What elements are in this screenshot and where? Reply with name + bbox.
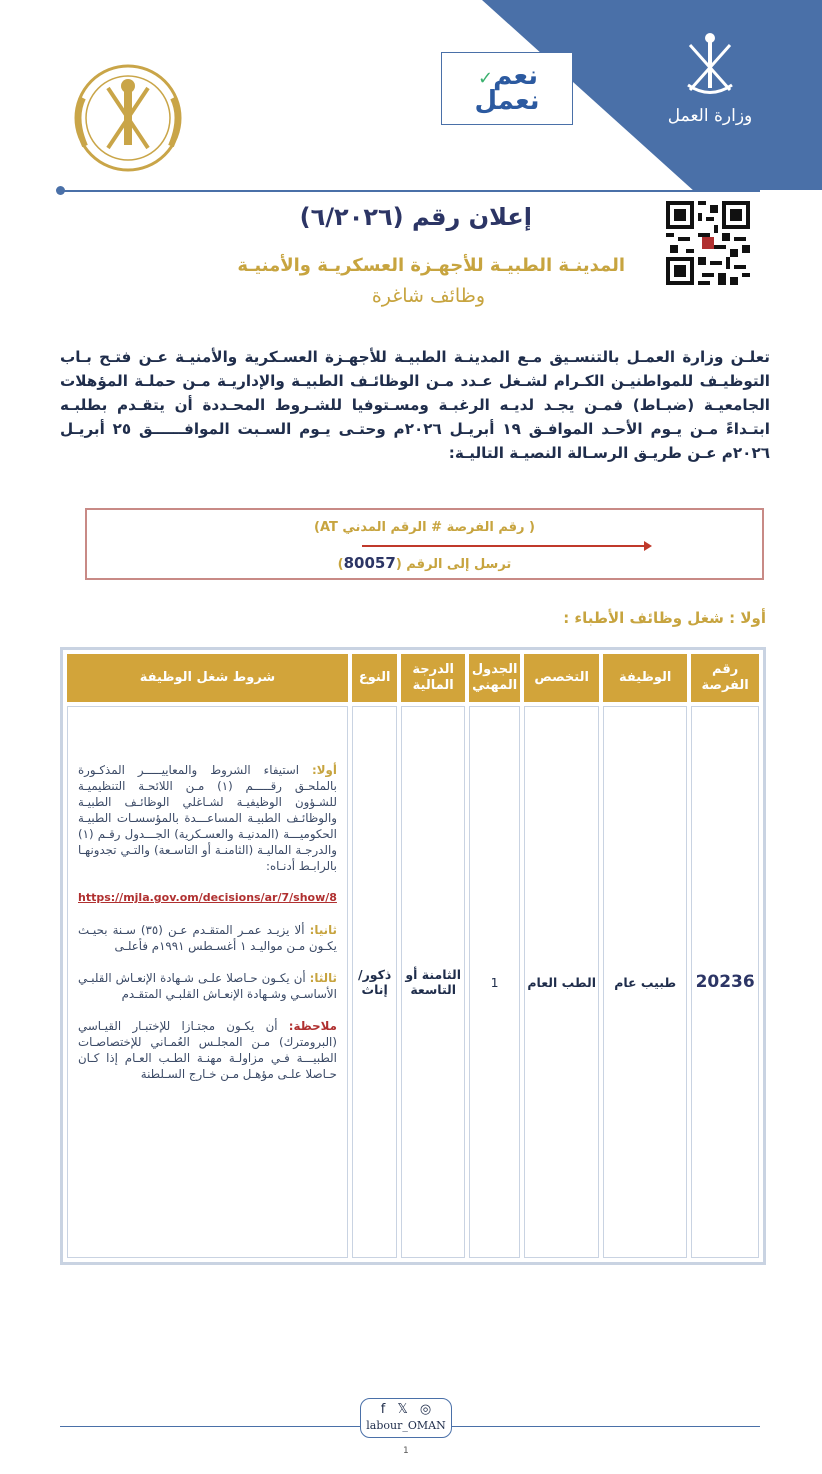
facebook-icon[interactable]: f (380, 1402, 386, 1417)
header-schedule: الجدول المهني (469, 654, 520, 702)
sms-send-to: ترسل إلى الرقم (80057) (337, 554, 512, 572)
instagram-icon[interactable]: ◎ (419, 1402, 432, 1417)
table-header-row (67, 654, 759, 702)
header-divider-dot (56, 186, 65, 195)
arrow-icon (362, 545, 650, 547)
cell-grade: الثامنة أو التاسعة (401, 706, 465, 1258)
regulation-link[interactable]: https://mjla.gov.om/decisions/ar/7/show/8 (78, 891, 337, 904)
condition-1: أولا: استيفاء الشروط والمعاييـــــر المذكـورة بالملحـق رقـــــم (١) مـن اللائحـة التنظيميـة للشـؤون الوظيفيـة لشـاغلي الوظائـف الطبيـة والوظائـف الطبيـة المساعـــدة بالمؤسسـات الطبيـة الحكوميـــة (المدنيـة والعسـكرية) الجـــدول رقـم (١) والدرجـة الماليـة (الثامنـة أو التاسـعة) والتـي تجدونهـا بالرابـط أدنـاه: (78, 763, 337, 873)
sms-instructions-box (85, 508, 764, 580)
logo-line-2: نعمل (474, 85, 540, 116)
cell-conditions (67, 706, 348, 1258)
social-media-box (360, 1398, 452, 1438)
header-specialty: التخصص (524, 654, 599, 702)
intro-paragraph: تعلـن وزارة العمـل بالتنسـيق مـع المدينـة الطبيـة للأجهـزة العسـكرية والأمنيـة عـن فتـح بـاب التوظيـف للمواطنيـن الكـرام لشـغل عـدد مـن الوظائـف الطبيـة والإداريـة مـن حملـة المؤهلات الجامعيـة (ضبـاط) فمـن يجـد لديـه الرغبـة ومسـتوفيا للشـروط المحـددة أن يتقـدم بطلبـه ابتـداءً مـن يـوم الأحـد الموافـق ١٩ أبريـل ٢٠٢٦م وحتـى يـوم السـبت الموافــــــق ٢٥ أبريـل ٢٠٢٦م عـن طريـق الرسـالة النصيـة التاليـة: (60, 348, 771, 462)
sms-format: ( رقم الفرصة # الرقم المدني AT) (313, 520, 535, 535)
cell-schedule: 1 (469, 706, 520, 1258)
condition-note: ملاحظة: أن يكـون مجتـازا للإختبـار القيـاسي (البرومترك) مـن المجلـس العُمـاني للإختصاصـات الطبيـــة فـي مزاولـة مهنـة الطـب العـام إذا كـان حـاصلا علـى مؤهـل مـن خـارج السـلطنة (78, 1019, 337, 1081)
cell-gender: ذكور/ إناث (352, 706, 397, 1258)
cell-job: طبيب عام (603, 706, 687, 1258)
logo-line-1: نعم (493, 60, 538, 91)
header-conditions: شروط شغل الوظيفة (67, 654, 348, 702)
qr-code[interactable] (666, 201, 750, 285)
check-icon: ✓ (478, 67, 494, 89)
announcement-title: إعلان رقم (٦/٢٠٢٦) (299, 203, 532, 231)
cell-opportunity-no: 20236 (691, 706, 759, 1258)
social-handle: labour_OMAN (366, 1419, 446, 1432)
jobs-table (60, 647, 766, 1265)
header-gender: النوع (352, 654, 397, 702)
naam-namal-logo (441, 52, 573, 125)
header-job: الوظيفة (603, 654, 687, 702)
national-emblem-logo (62, 58, 194, 178)
condition-2: ثانيا: ألا يزيـد عمـر المتقـدم عـن (٣٥) سـنة بحيـث يكـون مـن مواليـد ١ أغسـطس ١٩٩١م فأعلـى (78, 923, 337, 953)
entity-name: المدينـة الطبيـة للأجهـزة العسكريـة والأمنيـة (237, 255, 625, 276)
sms-number: 80057 (343, 554, 396, 572)
header-divider (60, 190, 760, 192)
ministry-of-labour-logo (660, 30, 760, 140)
x-icon[interactable]: 𝕏 (397, 1402, 408, 1417)
section-title: أولا : شغل وظائف الأطباء : (563, 609, 766, 627)
page-number: 1 (403, 1446, 409, 1456)
header-opportunity-no: رقم الفرصة (691, 654, 759, 702)
table-row (67, 706, 759, 1258)
condition-3: ثالثا: أن يكـون حـاصلا علـى شـهادة الإنعـاش القلبـي الأساسـي وشـهادة الإنعـاش القلبـي المتقـدم (78, 971, 337, 1001)
ministry-name: وزارة العمل (667, 106, 753, 126)
vacancies-subtitle: وظائف شاغرة (371, 285, 485, 307)
cell-specialty: الطب العام (524, 706, 599, 1258)
header-grade: الدرجة المالية (401, 654, 465, 702)
